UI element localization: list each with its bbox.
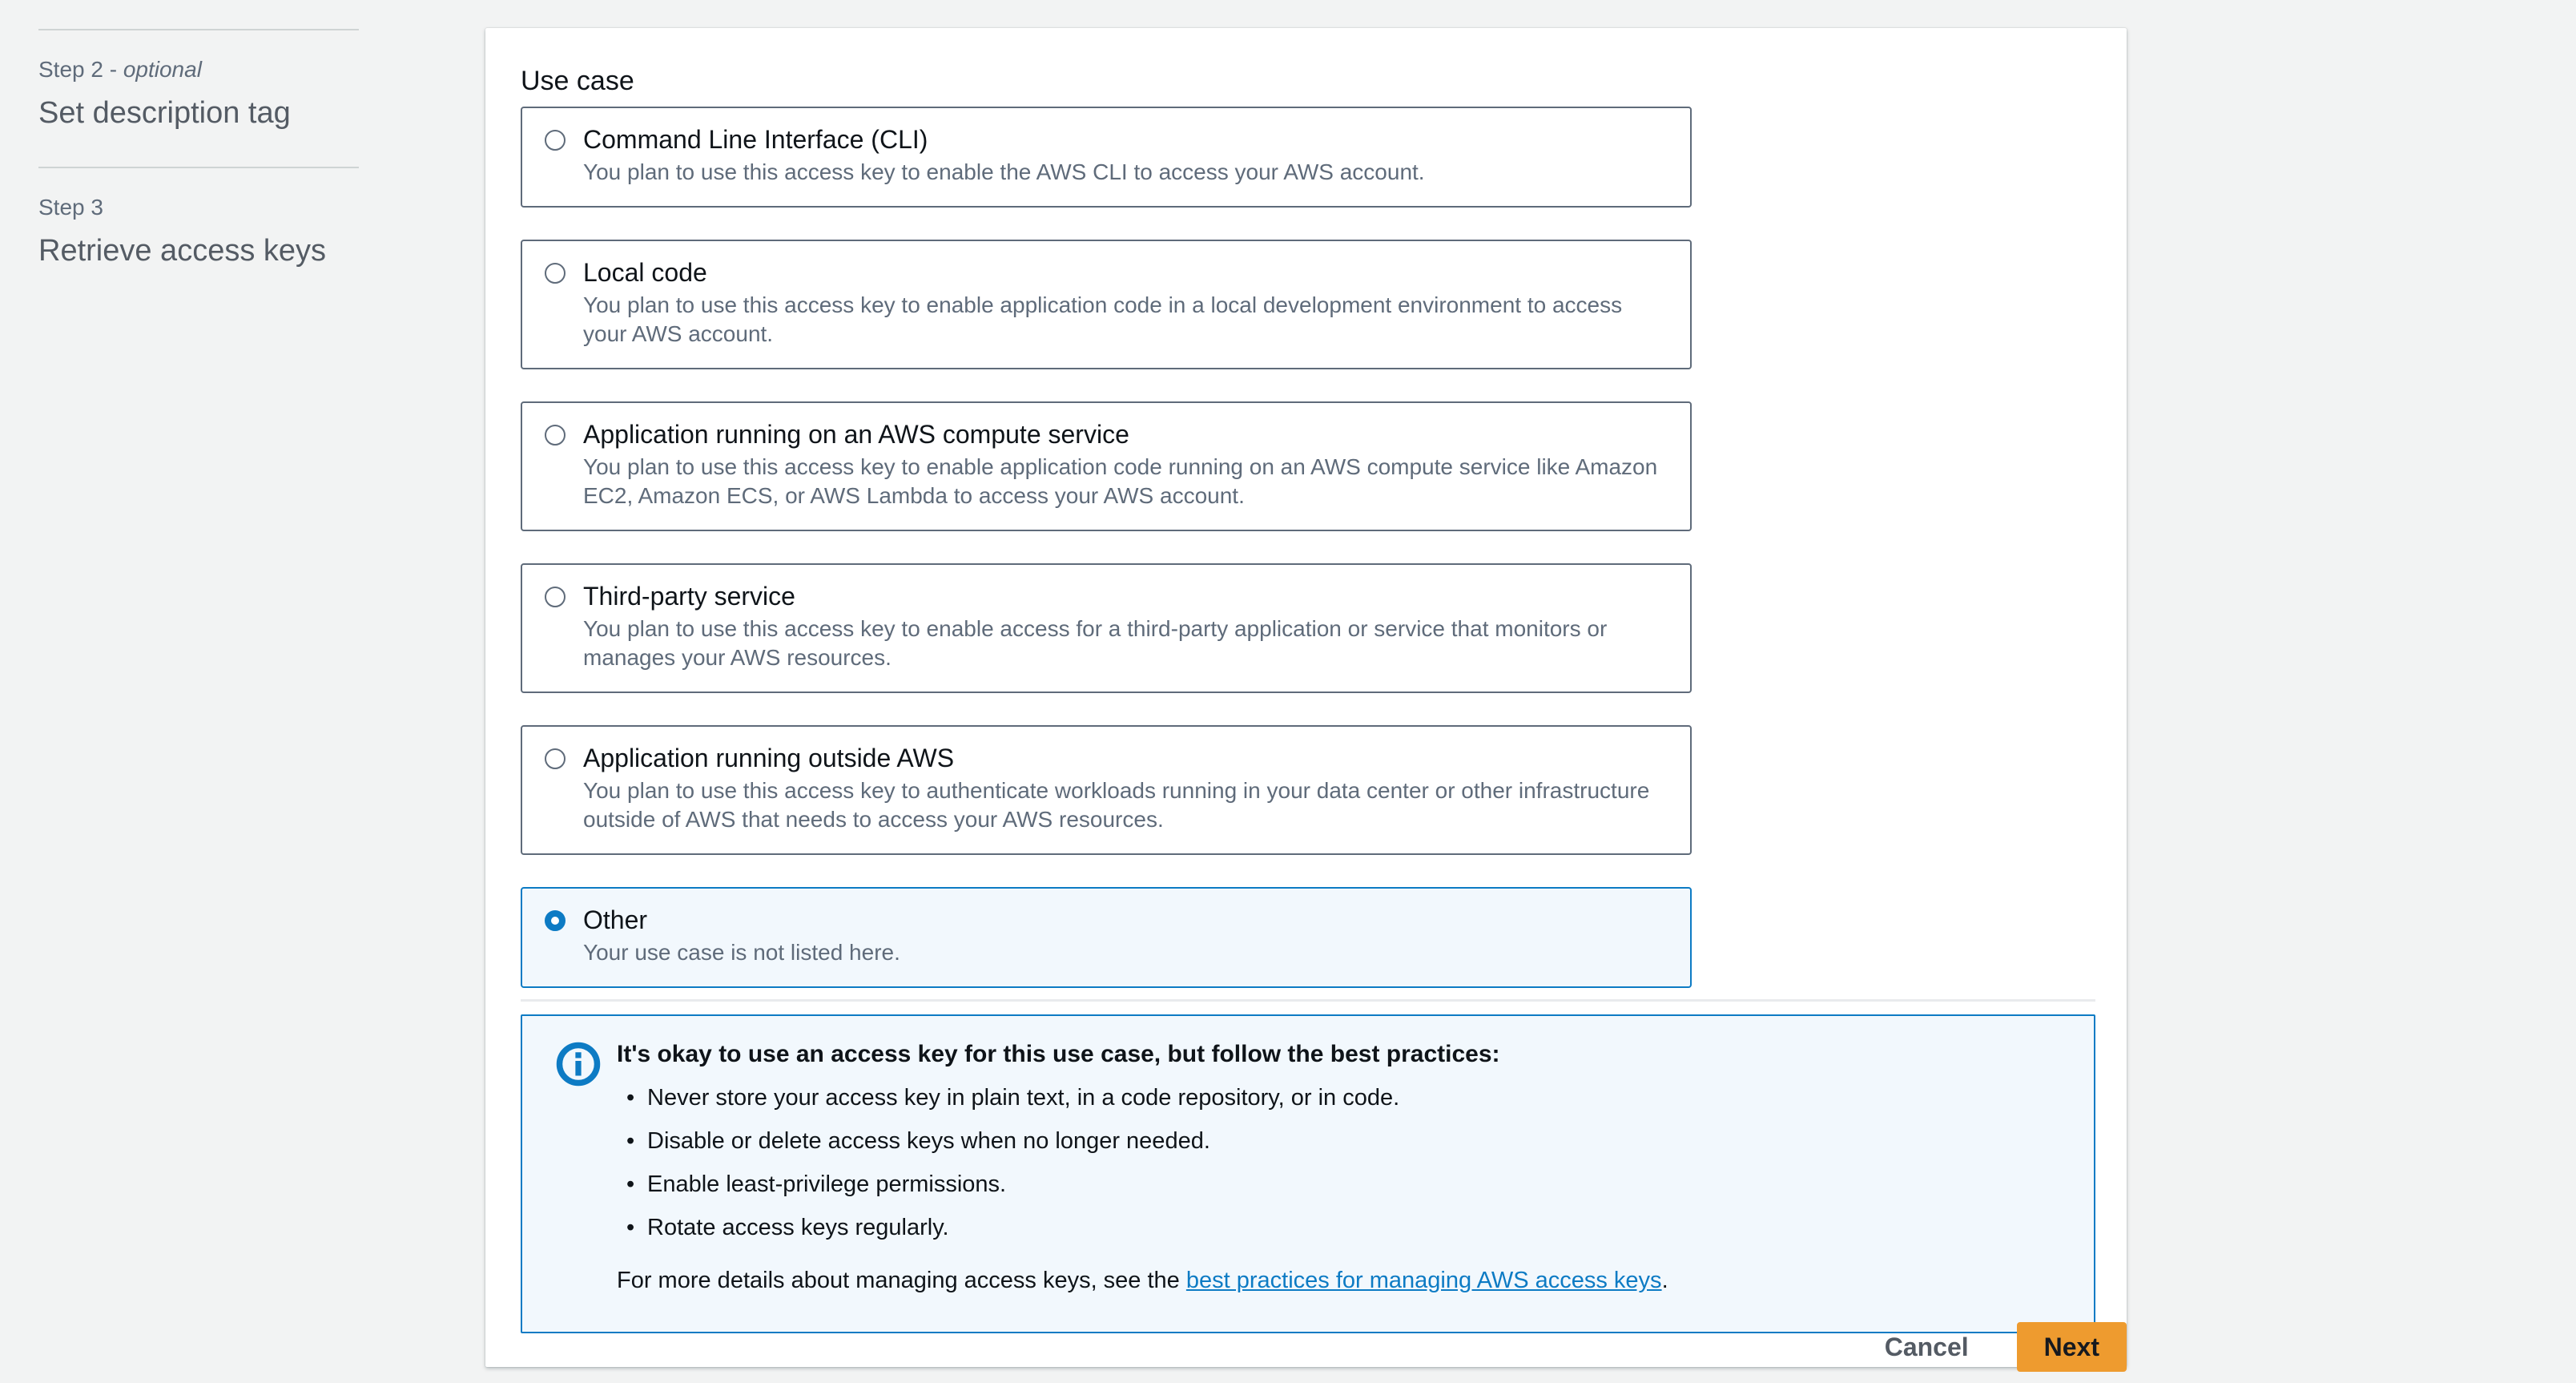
use-case-option-third-party-service[interactable] <box>521 563 1692 693</box>
radio-unchecked-icon[interactable] <box>545 587 566 607</box>
option-description: Your use case is not listed here. <box>583 940 900 965</box>
alert-footer-text: For more details about managing access keys, see the <box>617 1268 1186 1293</box>
option-description: You plan to use this access key to enable access for a third-party application or service that monitors or manages your AWS resources. <box>583 616 1608 670</box>
option-title: Other <box>583 905 648 934</box>
option-text <box>583 581 1668 672</box>
use-case-panel <box>485 28 2127 1367</box>
option-title: Local code <box>583 258 707 287</box>
alert-bullet: • Never store your access key in plain text, in a code repository, or in code. <box>617 1082 2062 1114</box>
wizard-steps-sidebar <box>38 0 359 304</box>
wizard-step-2 <box>38 56 359 131</box>
wizard-step-3 <box>38 194 359 269</box>
option-text <box>583 905 900 967</box>
step-3-label <box>38 194 359 221</box>
radio-unchecked-icon[interactable] <box>545 748 566 769</box>
use-case-option-local-code[interactable] <box>521 240 1692 369</box>
use-case-group-label: Use case <box>521 66 634 96</box>
option-description: You plan to use this access key to enable the AWS CLI to access your AWS account. <box>583 159 1425 184</box>
best-practices-alert <box>521 1014 2095 1333</box>
option-text <box>583 419 1668 510</box>
alert-footer-text: . <box>1661 1268 1668 1293</box>
wizard-footer-actions <box>1872 1322 2127 1372</box>
option-description: You plan to use this access key to enable application code in a local development environment to access your AWS account. <box>583 292 1623 346</box>
sidebar-item-retrieve-access-keys[interactable]: Retrieve access keys <box>38 234 327 268</box>
section-divider <box>521 999 2095 1002</box>
use-case-option-cli[interactable] <box>521 107 1692 208</box>
option-description: You plan to use this access key to authenticate workloads running in your data center or other infrastructure outside of AWS that needs to access your AWS resources. <box>583 778 1650 832</box>
alert-bullet: • Enable least-privilege permissions. <box>617 1168 2062 1200</box>
option-text <box>583 743 1668 834</box>
option-description: You plan to use this access key to enable application code running on an AWS compute service like Amazon EC2, Amazon ECS, or AWS Lambda to access your AWS account. <box>583 454 1658 508</box>
option-title: Third-party service <box>583 582 795 611</box>
radio-unchecked-icon[interactable] <box>545 263 566 284</box>
alert-bullet: • Disable or delete access keys when no longer needed. <box>617 1125 2062 1157</box>
step-3-label-text: Step 3 <box>38 195 103 220</box>
cancel-button[interactable]: Cancel <box>1872 1323 1982 1372</box>
use-case-options <box>521 107 1692 988</box>
option-title: Application running on an AWS compute service <box>583 420 1129 449</box>
next-button[interactable]: Next <box>2017 1322 2127 1372</box>
step-2-label <box>38 56 359 83</box>
radio-checked-icon[interactable] <box>545 910 566 931</box>
alert-heading: It's okay to use an access key for this use case, but follow the best practices: <box>617 1041 1500 1067</box>
step-2-optional-text: optional <box>123 57 202 82</box>
sidebar-divider <box>38 29 359 30</box>
option-title: Application running outside AWS <box>583 744 955 772</box>
radio-unchecked-icon[interactable] <box>545 130 566 151</box>
use-case-option-aws-compute-service[interactable] <box>521 401 1692 531</box>
alert-bullet-list <box>617 1082 2062 1244</box>
info-icon <box>554 1040 602 1088</box>
alert-body <box>617 1038 2062 1296</box>
sidebar-divider <box>38 167 359 168</box>
sidebar-item-set-description-tag[interactable]: Set description tag <box>38 96 291 130</box>
option-text <box>583 124 1425 187</box>
best-practices-link[interactable]: best practices for managing AWS access keys <box>1185 1268 1662 1293</box>
option-title: Command Line Interface (CLI) <box>583 125 928 154</box>
alert-bullet: • Rotate access keys regularly. <box>617 1212 2062 1244</box>
alert-footer <box>617 1264 2062 1296</box>
use-case-option-other[interactable] <box>521 887 1692 988</box>
radio-unchecked-icon[interactable] <box>545 425 566 446</box>
option-text <box>583 257 1668 349</box>
use-case-option-outside-aws[interactable] <box>521 725 1692 855</box>
step-2-label-text: Step 2 - <box>38 57 123 82</box>
